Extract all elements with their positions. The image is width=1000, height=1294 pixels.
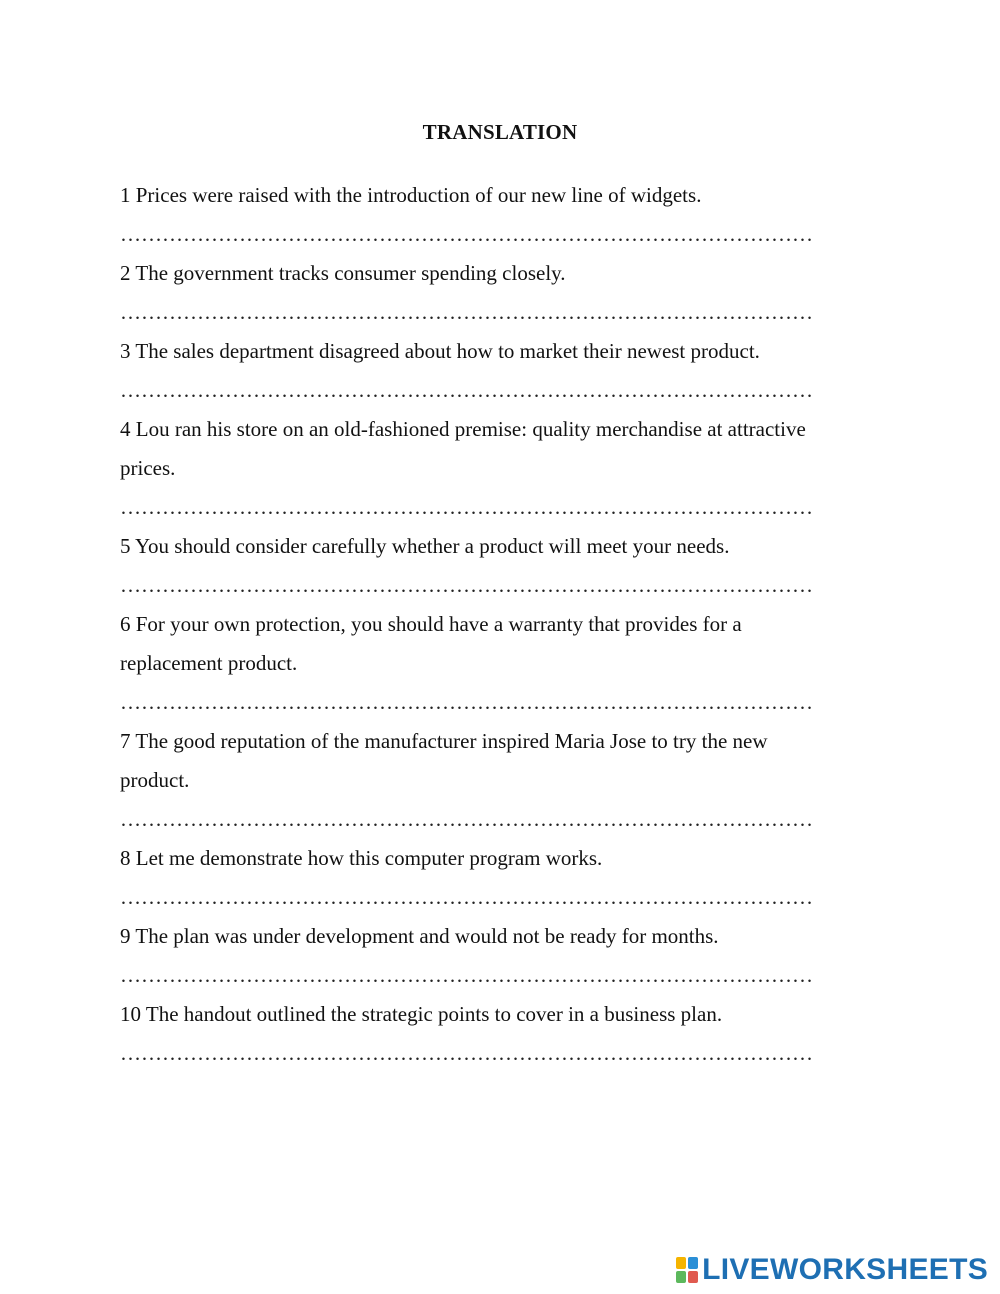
question-text: 1 Prices were raised with the introduction of our new line of widgets. [120,183,702,207]
question-item [120,917,872,995]
answer-field[interactable]: ……………………………………………………………………………………… [120,378,813,402]
answer-field[interactable]: ……………………………………………………………………………………… [120,885,813,909]
answer-field[interactable]: ……………………………………………………………………………………… [120,495,813,519]
answer-field[interactable]: ……………………………………………………………………………………… [120,1041,813,1065]
question-item [120,722,872,839]
question-item [120,254,872,332]
answer-field[interactable]: ……………………………………………………………………………………… [120,573,813,597]
worksheet [120,176,872,1073]
answer-field[interactable]: ……………………………………………………………………………………… [120,690,813,714]
question-text: prices. [120,456,176,480]
question-text: 8 Let me demonstrate how this computer program works. [120,846,603,870]
question-text: 9 The plan was under development and would not be ready for months. [120,924,719,948]
answer-field[interactable]: ……………………………………………………………………………………… [120,222,813,246]
question-item [120,995,872,1073]
question-item [120,839,872,917]
question-text: 5 You should consider carefully whether a product will meet your needs. [120,534,730,558]
question-text: product. [120,768,190,792]
question-item [120,176,872,254]
answer-field[interactable]: ……………………………………………………………………………………… [120,807,813,831]
question-text: 3 The sales department disagreed about how to market their newest product. [120,339,760,363]
question-item [120,410,872,527]
answer-field[interactable]: ……………………………………………………………………………………… [120,963,813,987]
answer-field[interactable]: ……………………………………………………………………………………… [120,300,813,324]
question-text: 10 The handout outlined the strategic points to cover in a business plan. [120,1002,723,1026]
question-text: replacement product. [120,651,298,675]
question-item [120,527,872,605]
brand-name: LIVEWORKSHEETS [702,1253,988,1286]
brand-logo [676,1254,988,1286]
liveworksheets-logo-icon [676,1257,698,1283]
question-text: 7 The good reputation of the manufacturer inspired Maria Jose to try the new [120,729,768,753]
question-text: 2 The government tracks consumer spending closely. [120,261,566,285]
question-item [120,605,872,722]
page-title: TRANSLATION [422,120,578,144]
question-text: 4 Lou ran his store on an old-fashioned premise: quality merchandise at attractive [120,417,806,441]
question-item [120,332,872,410]
question-text: 6 For your own protection, you should have a warranty that provides for a [120,612,742,636]
